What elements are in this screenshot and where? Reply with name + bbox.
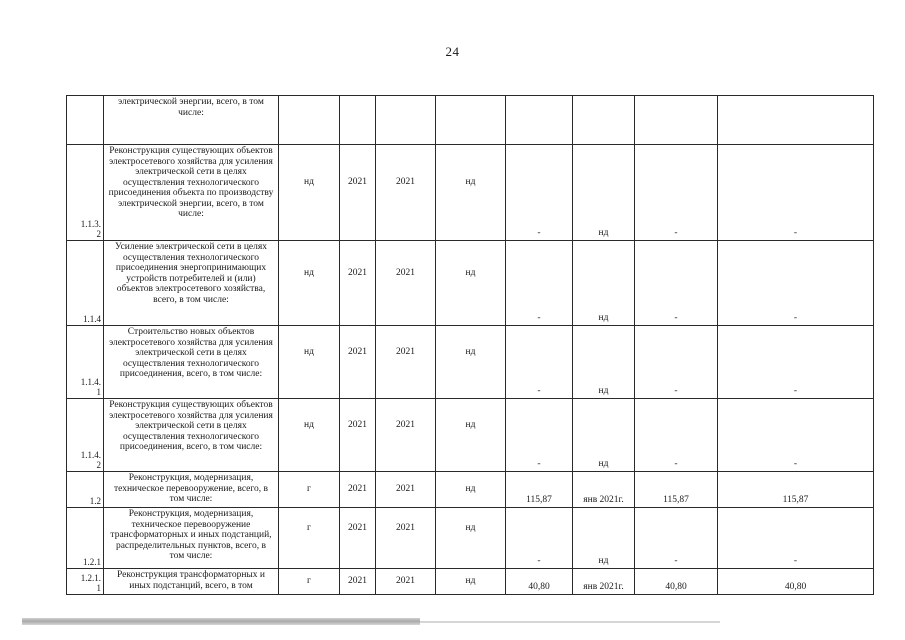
date-value: нд (598, 227, 609, 238)
status-cell (436, 569, 506, 595)
status-cell (436, 399, 506, 472)
row-number-cell (67, 241, 104, 326)
status-value: нд (465, 484, 476, 495)
status-cell (436, 241, 506, 326)
scan-artifact-line (420, 621, 720, 623)
date-cell (573, 96, 635, 145)
row-name: Реконструкция существующих объектов электросетевого хозяйства для усиления электрической сети в целях осуществления технологического присоединения объекта по производству электрической энергии, всего, в том числе: (108, 146, 274, 219)
amount2-cell (635, 96, 718, 145)
end-year-cell (376, 569, 436, 595)
amount-value: - (537, 385, 541, 396)
row-number: 1.1.4 (83, 314, 101, 324)
amount2-value: - (674, 312, 678, 323)
amount2-cell (635, 472, 718, 508)
row-number-cell (67, 472, 104, 508)
table-row (67, 399, 874, 472)
start-year-cell (340, 326, 376, 399)
row-number-cell (67, 326, 104, 399)
amount-cell (506, 145, 573, 241)
row-name-cell (104, 145, 279, 241)
scan-artifact-bar (22, 618, 420, 625)
row-number-cell (67, 145, 104, 241)
table-row (67, 326, 874, 399)
row-number-cell (67, 399, 104, 472)
start-year-value: 2021 (348, 346, 367, 357)
end-year-value: 2021 (396, 177, 415, 188)
status-value: нд (465, 267, 476, 278)
date-cell (573, 472, 635, 508)
amount2-cell (635, 326, 718, 399)
row-number-cell (67, 569, 104, 595)
start-year-cell (340, 508, 376, 569)
unit-value: г (307, 522, 311, 533)
unit-cell (279, 569, 340, 595)
amount3-cell (718, 399, 874, 472)
status-cell (436, 145, 506, 241)
start-year-cell (340, 569, 376, 595)
row-name: Реконструкция существующих объектов электросетевого хозяйства для усиления электрической сети в целях осуществления технологического присоединения, всего, в том числе: (109, 400, 273, 452)
amount3-cell (718, 472, 874, 508)
end-year-cell (376, 508, 436, 569)
start-year-cell (340, 241, 376, 326)
start-year-cell (340, 472, 376, 508)
end-year-cell (376, 96, 436, 145)
date-value: янв 2021г. (583, 494, 624, 505)
row-name: Строительство новых объектов электросетевого хозяйства для усиления электрической сети в целях осуществления технологического присоединения, всего, в том числе: (109, 327, 273, 379)
unit-cell (279, 241, 340, 326)
date-cell (573, 326, 635, 399)
amount3-cell (718, 145, 874, 241)
status-cell (436, 508, 506, 569)
unit-value: нд (304, 177, 314, 188)
row-name-cell (104, 326, 279, 399)
unit-value: г (307, 576, 311, 587)
date-cell (573, 145, 635, 241)
status-value: нд (465, 419, 476, 430)
amount2-value: - (674, 385, 678, 396)
row-name-cell (104, 472, 279, 508)
status-cell (436, 96, 506, 145)
amount-cell (506, 569, 573, 595)
amount2-value: - (674, 555, 678, 566)
row-number: 1.1.4. 1 (80, 377, 101, 397)
amount2-value: - (674, 227, 678, 238)
amount3-cell (718, 569, 874, 595)
status-value: нд (465, 522, 476, 533)
date-value: нд (598, 385, 609, 396)
table-row (67, 96, 874, 145)
amount3-cell (718, 508, 874, 569)
amount2-cell (635, 145, 718, 241)
date-value: нд (598, 458, 609, 469)
amount2-cell (635, 399, 718, 472)
amount3-value: 40,80 (784, 581, 807, 592)
amount3-cell (718, 241, 874, 326)
row-number: 1.2 (89, 496, 101, 506)
amount3-value: 115,87 (782, 494, 809, 505)
row-number-cell (67, 508, 104, 569)
unit-value: нд (304, 267, 314, 278)
start-year-value: 2021 (348, 522, 367, 533)
start-year-value: 2021 (348, 267, 367, 278)
end-year-value: 2021 (396, 419, 415, 430)
date-cell (573, 399, 635, 472)
row-number: 1.1.3. 2 (80, 219, 101, 239)
row-name-cell (104, 241, 279, 326)
end-year-cell (376, 399, 436, 472)
row-name-cell (104, 399, 279, 472)
amount-cell (506, 96, 573, 145)
amount-cell (506, 399, 573, 472)
row-name: Реконструкция, модернизация, техническое перевооружение, всего, в том числе: (113, 473, 269, 504)
row-number-cell (67, 96, 104, 145)
data-table (66, 95, 874, 595)
table-row (67, 241, 874, 326)
amount3-value: - (793, 458, 798, 469)
unit-cell (279, 472, 340, 508)
date-cell (573, 508, 635, 569)
end-year-value: 2021 (396, 267, 415, 278)
amount-value: - (537, 555, 541, 566)
amount2-cell (635, 569, 718, 595)
end-year-value: 2021 (396, 346, 415, 357)
start-year-value: 2021 (348, 419, 367, 430)
amount3-value: - (793, 555, 798, 566)
table-row (67, 508, 874, 569)
unit-cell (279, 145, 340, 241)
status-value: нд (465, 346, 476, 357)
date-value: нд (598, 312, 609, 323)
row-name: Усиление электрической сети в целях осуществления технологического присоединения энергопринимающих устройств потребителей и (или) объектов электросетевого хозяйства, всего, в том числе: (114, 242, 268, 305)
start-year-cell (340, 145, 376, 241)
amount-value: 115,87 (526, 494, 552, 505)
end-year-cell (376, 472, 436, 508)
status-cell (436, 472, 506, 508)
row-name-cell (104, 569, 279, 595)
table-row (67, 569, 874, 595)
date-value: янв 2021г. (583, 581, 624, 592)
unit-cell (279, 326, 340, 399)
amount3-cell (718, 326, 874, 399)
end-year-value: 2021 (396, 522, 415, 533)
amount3-cell (718, 96, 874, 145)
page-number: 24 (445, 44, 460, 59)
row-name-cell (104, 508, 279, 569)
row-name: Реконструкция трансформаторных и иных подстанций, всего, в том (116, 570, 265, 591)
amount-cell (506, 326, 573, 399)
unit-value: г (307, 484, 311, 495)
table-row (67, 472, 874, 508)
end-year-value: 2021 (396, 576, 415, 587)
amount-value: - (537, 458, 541, 469)
date-cell (573, 569, 635, 595)
start-year-value: 2021 (348, 576, 367, 587)
table-row (67, 145, 874, 241)
date-cell (573, 241, 635, 326)
amount-value: - (537, 227, 541, 238)
amount2-value: 115,87 (663, 494, 689, 505)
row-name-cell (104, 96, 279, 145)
unit-value: нд (304, 346, 314, 357)
start-year-cell (340, 96, 376, 145)
start-year-cell (340, 399, 376, 472)
unit-value: нд (304, 419, 314, 430)
start-year-value: 2021 (348, 177, 367, 188)
amount-cell (506, 472, 573, 508)
row-number: 1.2.1. 1 (80, 573, 101, 593)
date-value: нд (598, 555, 609, 566)
amount-cell (506, 241, 573, 326)
unit-cell (279, 399, 340, 472)
end-year-cell (376, 145, 436, 241)
status-value: нд (465, 576, 476, 587)
amount-value: 40,80 (528, 581, 550, 592)
status-cell (436, 326, 506, 399)
amount2-cell (635, 241, 718, 326)
amount3-value: - (793, 385, 798, 396)
amount3-value: - (793, 227, 798, 238)
amount-cell (506, 508, 573, 569)
table-body (67, 96, 874, 595)
row-name: электрической энергии, всего, в том числе: (118, 97, 264, 118)
end-year-value: 2021 (396, 484, 415, 495)
amount-value: - (537, 312, 541, 323)
unit-cell (279, 508, 340, 569)
amount2-cell (635, 508, 718, 569)
unit-cell (279, 96, 340, 145)
start-year-value: 2021 (348, 484, 367, 495)
row-number: 1.2.1 (83, 557, 101, 567)
row-number: 1.1.4. 2 (80, 450, 101, 470)
end-year-cell (376, 241, 436, 326)
amount2-value: - (674, 458, 678, 469)
amount3-value: - (793, 312, 798, 323)
amount2-value: 40,80 (665, 581, 687, 592)
status-value: нд (465, 177, 476, 188)
row-name: Реконструкция, модернизация, техническое перевооружение трансформаторных и иных подстанций, распределительных пунктов, всего, в том числе: (110, 509, 272, 561)
end-year-cell (376, 326, 436, 399)
